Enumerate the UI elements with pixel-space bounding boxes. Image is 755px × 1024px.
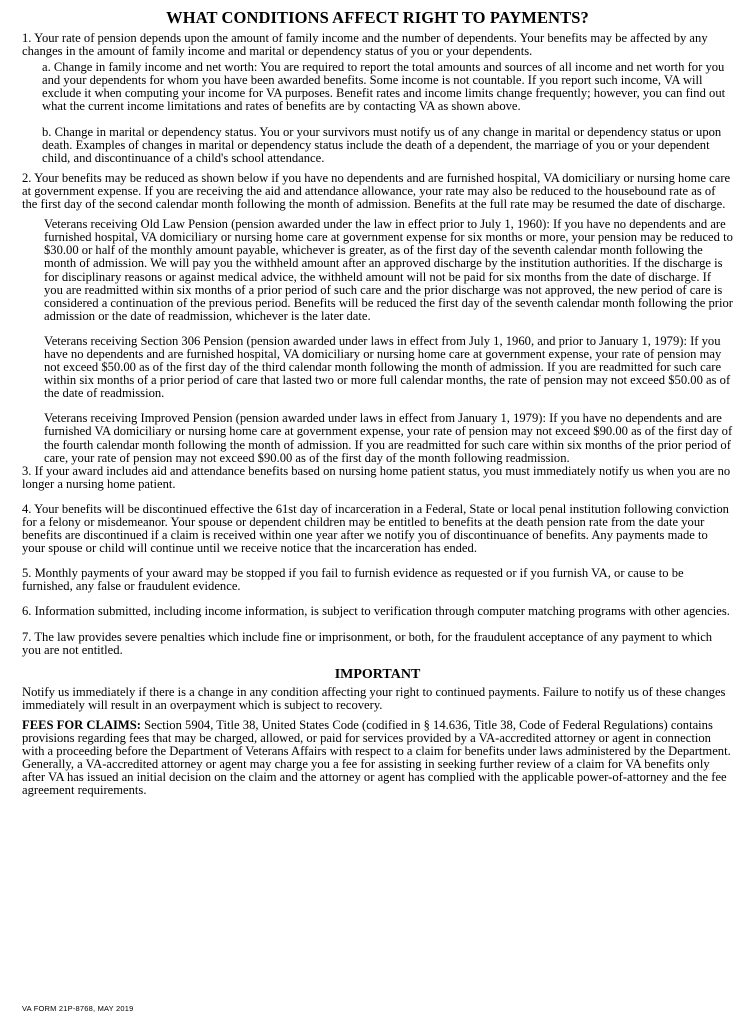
fees-label: FEES FOR CLAIMS: — [22, 717, 141, 732]
form-footer: VA FORM 21P-8768, MAY 2019 — [22, 1004, 134, 1013]
fees-for-claims — [22, 719, 733, 798]
fees-text: Section 5904, Title 38, United States Code (codified in § 14.636, Title 38, Code of Federal Regulations) contains provisions regarding fees that may be charged, allowed, or paid for services provided by a VA-accredited attorney or agent in connection with a proceeding before the Department of Veterans Affairs with respect to a claim for benefits under laws administered by the Department. Generally, a VA-accredited attorney or agent may charge you a fee for assisting in seeking further review of a claim for VA benefits only after VA has issued an initial decision on the claim and the attorney or agent has complied with the applicable power-of-attorney and the fee agreement requirements. — [22, 717, 731, 798]
section-3: 3. If your award includes aid and attendance benefits based on nursing home patient status, you must immediately notify us when you are no longer a nursing home patient. — [22, 463, 731, 491]
page-title: WHAT CONDITIONS AFFECT RIGHT TO PAYMENTS? — [166, 8, 589, 27]
section-2-intro: 2. Your benefits may be reduced as shown below if you have no dependents and are furnished hospital, VA domiciliary or nursing home care at government expense. If you are receiving the aid and attendance allowance, your rate may also be reduced to the housebound rate as of the first day of the second calendar month following the month of admission. Benefits at the full rate may be resumed the date of discharge. — [22, 170, 731, 212]
section-7: 7. The law provides severe penalties which include fine or imprisonment, or both, for the fraudulent acceptance of any payment to which you are not entitled. — [22, 629, 713, 657]
section-4: 4. Your benefits will be discontinued effective the 61st day of incarceration in a Federal, State or local penal institution following conviction for a felony or misdemeanor. Your spouse or dependent children may be entitled to benefits at the death pension rate from the date your benefits are discontinued if a claim is received within one year after we notify you of discontinuance of benefits. Any payments made to your spouse or child will continue until we receive notice that the incarceration has ended. — [22, 501, 729, 556]
important-notice: Notify us immediately if there is a change in any condition affecting your right to continued payments. Failure to notify us of these changes immediately will result in an overpayment which is subject to recovery. — [22, 684, 726, 712]
section-1b-marital-status: b. Change in marital or dependency status. You or your survivors must notify us of any change in marital or dependency status or upon death. Examples of changes in marital or dependency status include the death of a dependent, the marriage of you or your dependent child, and discontinuance of a child's school attendance. — [42, 124, 722, 165]
section-5: 5. Monthly payments of your award may be stopped if you fail to furnish evidence as requested or if you furnish VA, or cause to be furnished, any false or fraudulent evidence. — [22, 566, 684, 594]
section-2-improved-pension: Veterans receiving Improved Pension (pension awarded under laws in effect from January 1, 1979): If you have no dependents and are furnished VA domiciliary or nursing home care at government expense, your rate of pension may not exceed $90.00 as of the first day of the fourth calendar month following the month of admission. If you are readmitted for such care within six months of the prior period of care, your rate of pension may not exceed $90.00 as of the first day of the month following readmission. — [44, 411, 733, 465]
section-6: 6. Information submitted, including income information, is subject to verification through computer matching programs with other agencies. — [22, 604, 730, 619]
section-2-old-law-pension: Veterans receiving Old Law Pension (pension awarded under the law in effect prior to July 1, 1960): If you have no dependents and are furnished hospital, VA domiciliary or nursing home care at government expense for six months or more, your pension may be reduced to $30.00 or half of the monthly amount payable, whichever is greater, as of the first day of the seventh calendar month following the month of admission. We will pay you the withheld amount after an approved discharge by the institution authorities. If the discharge is for disciplinary reasons or against medical advice, the withheld amount will not be paid for six months from the date of discharge. If you are readmitted within six months of a prior period of such care and the prior discharge was not approved, the new period of care is considered a continuation of the previous period. Benefits will be reduced the first day of the seventh calendar month following the prior admission or the date of readmission, whichever is the later date. — [44, 217, 733, 323]
important-heading: IMPORTANT — [334, 666, 421, 682]
section-1-intro: 1. Your rate of pension depends upon the amount of family income and the number of dependents. Your benefits may be affected by any changes in the amount of family income and marital or dependency status of you or your dependents. — [22, 31, 708, 59]
section-1a-income-net-worth: a. Change in family income and net worth: You are required to report the total amounts and sources of all income and net worth for you and your dependents for whom you have been awarded benefits. Some income is not countable. If you report such income, VA will exclude it when computing your income for VA purposes. Benefit rates and income limits change frequently; however, you can find out what the current income limitations and rates of benefits are by contacting VA as shown above. — [42, 60, 726, 114]
section-2-section-306-pension: Veterans receiving Section 306 Pension (pension awarded under laws in effect from July 1, 1960, and prior to January 1, 1979): If you have no dependents and are furnished hospital, VA domiciliary or nursing home care at government expense, your rate of pension may not exceed $50.00 as of the first day of the third calendar month following the month of admission. If you are readmitted for such care within six months of a prior period of care that lasted two or more full calendar months, the rate of pension may not exceed $50.00 as of the date of readmission. — [44, 333, 731, 401]
